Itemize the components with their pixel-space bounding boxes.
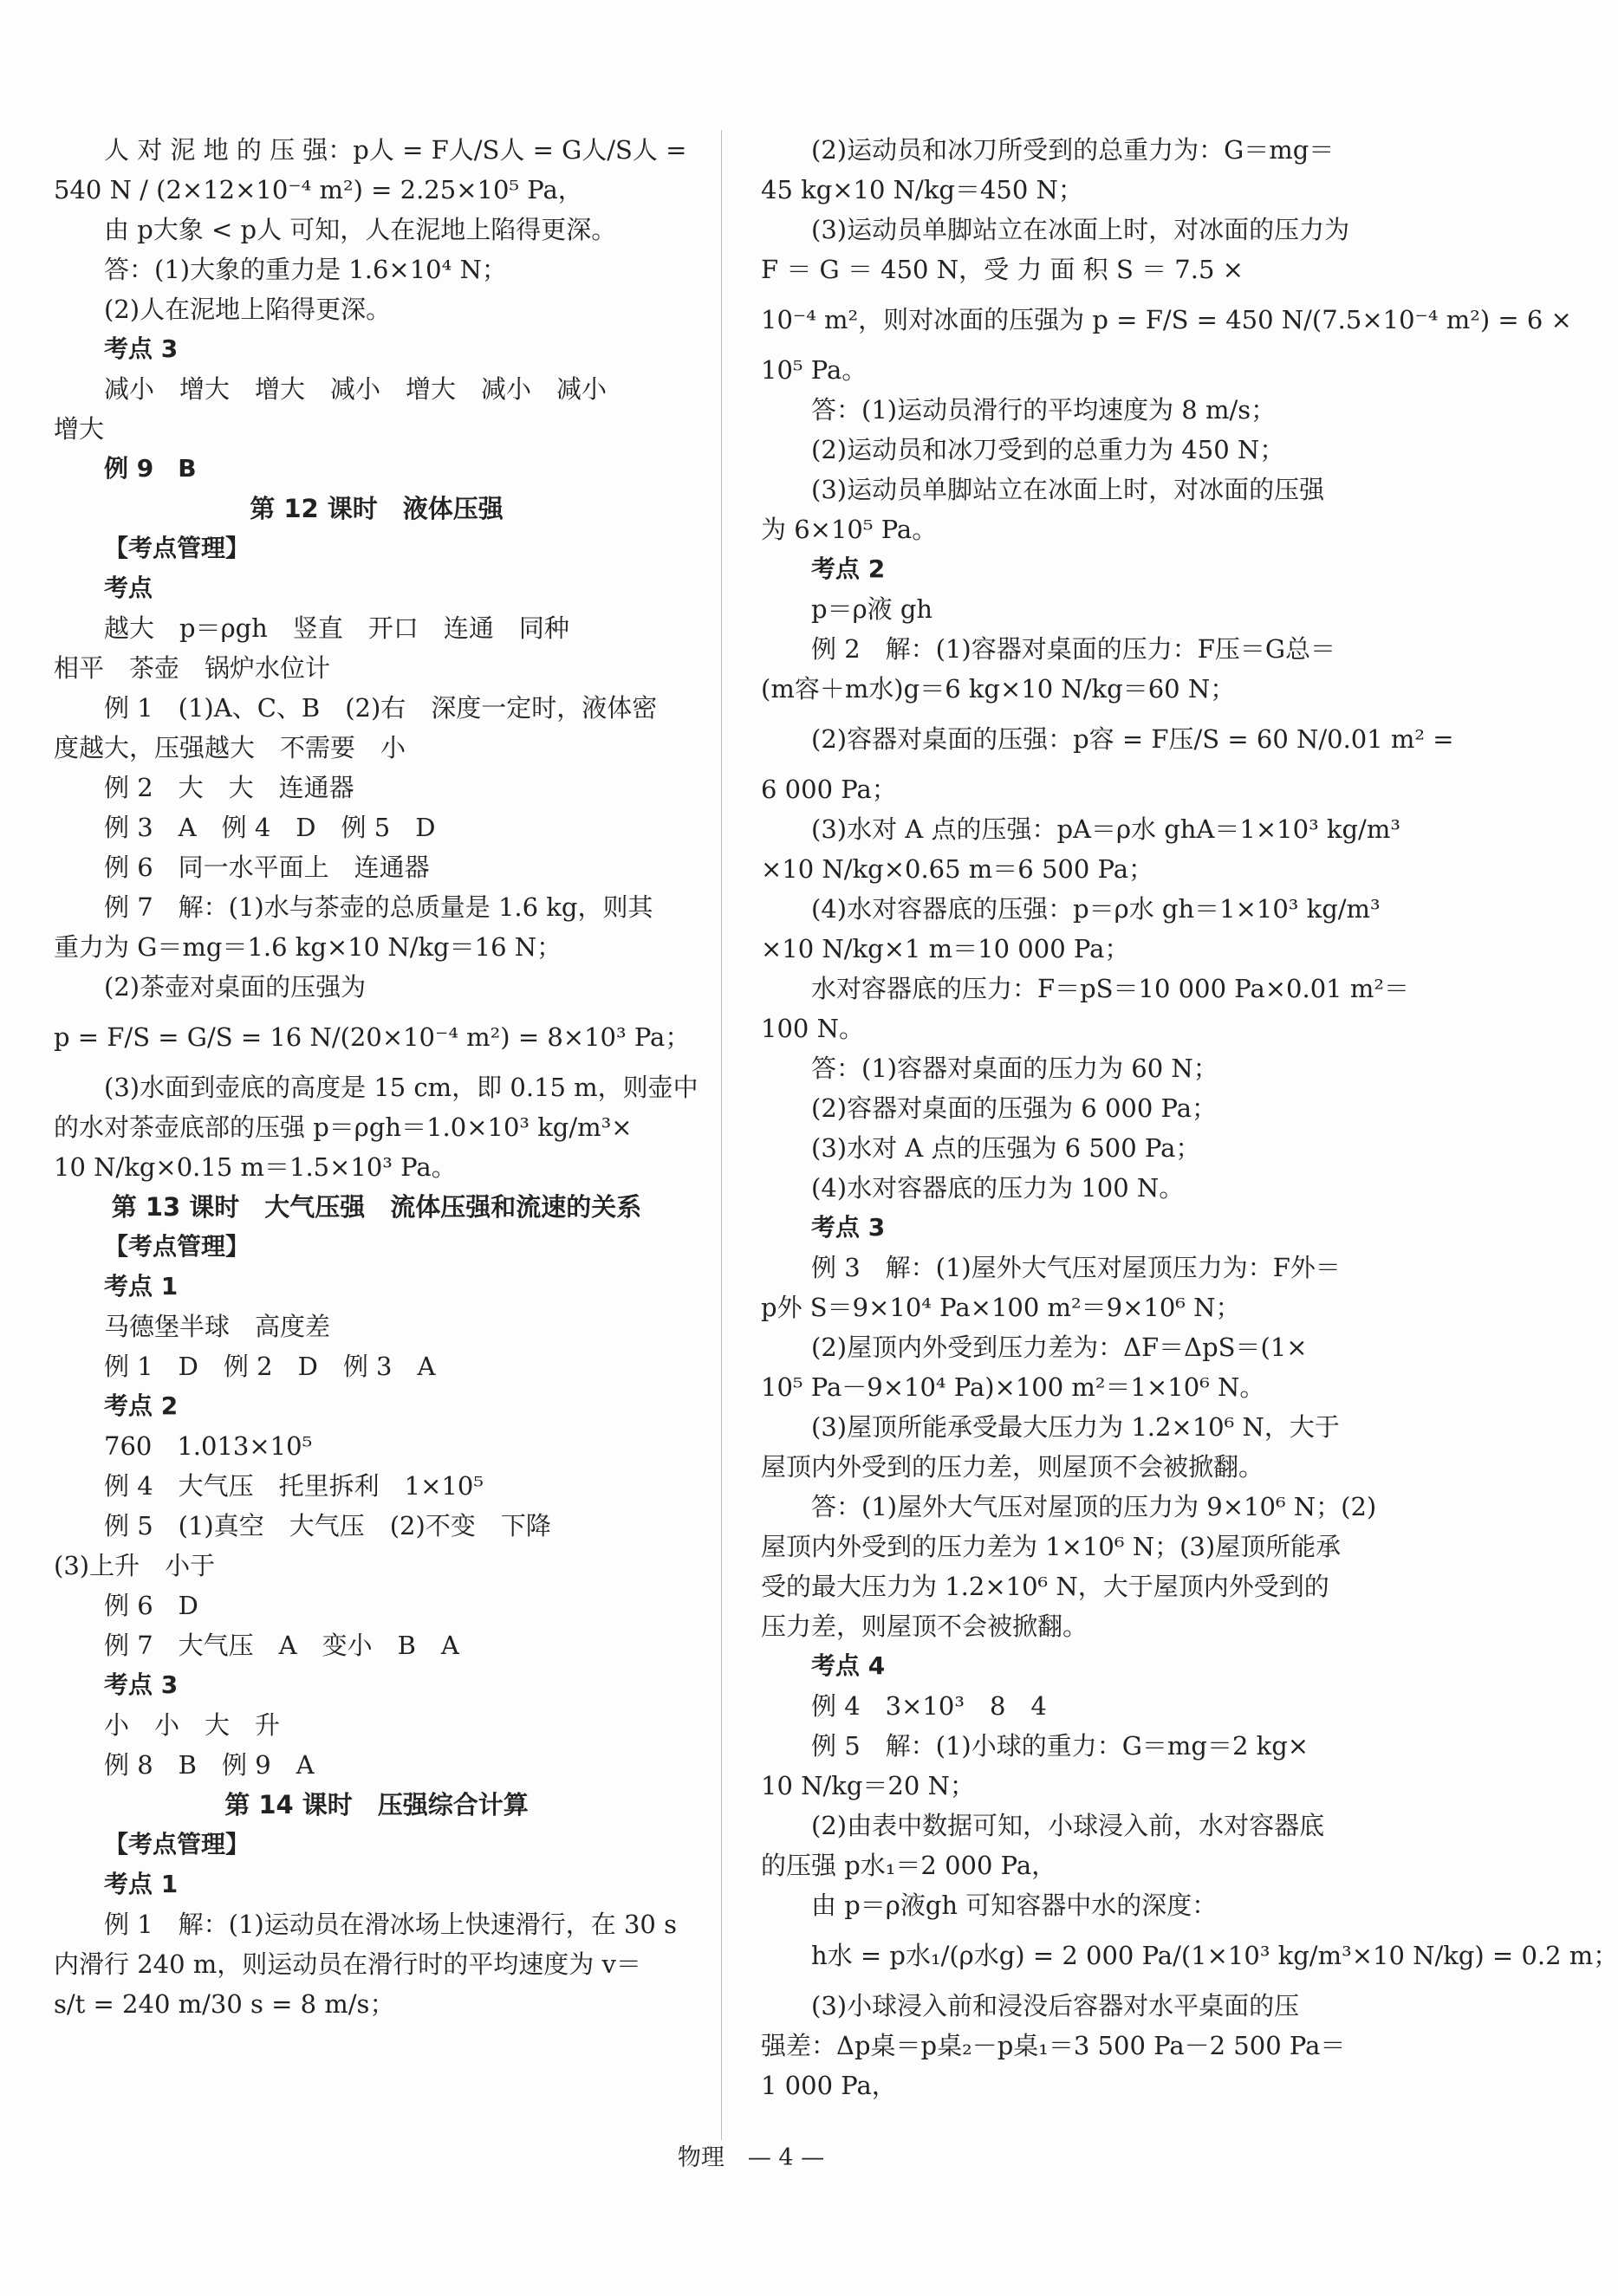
text-line: (2)运动员和冰刀受到的总重力为 450 N； <box>811 435 1285 464</box>
text-line: (2)茶壶对桌面的压强为 <box>104 972 367 1002</box>
text-line: 10 N/kg＝20 N； <box>761 1771 975 1800</box>
text-line: 答：(1)屋外大气压对屋顶的压力为 9×10⁶ N；(2) <box>811 1492 1377 1521</box>
text-line: 相平 茶壶 锅炉水位计 <box>54 653 331 683</box>
text-line: 例 3 解：(1)屋外大气压对屋顶压力为：F外＝ <box>811 1253 1341 1282</box>
left-column <box>54 130 699 2024</box>
heading-line: 考点 <box>104 574 153 602</box>
text-line: F ＝ G ＝ 450 N，受 力 面 积 S ＝ 7.5 × <box>761 255 1244 284</box>
text-line: 度越大，压强越大 不需要 小 <box>54 733 406 762</box>
text-line: 答：(1)容器对桌面的压力为 60 N； <box>811 1054 1218 1083</box>
text-line: 例 8 B 例 9 A <box>104 1750 315 1780</box>
section-title: 第 13 课时 大气压强 流体压强和流速的关系 <box>111 1192 642 1222</box>
text-line: 例 6 同一水平面上 连通器 <box>104 853 430 882</box>
text-line: (4)水对容器底的压强：p＝ρ水 gh＝1×10³ kg/m³ <box>811 894 1381 924</box>
text-line: 的水对茶壶底部的压强 p＝ρgh＝1.0×10³ kg/m³× <box>54 1112 633 1142</box>
text-line: p＝ρ液 gh <box>811 594 933 624</box>
text-line: 例 1 解：(1)运动员在滑冰场上快速滑行，在 30 s <box>104 1910 677 1939</box>
text-line: s/t = 240 m/30 s = 8 m/s； <box>54 1989 395 2019</box>
text-line: 10⁵ Pa－9×10⁴ Pa)×100 m²＝1×10⁶ N。 <box>761 1372 1265 1402</box>
text-line: 45 kg×10 N/kg＝450 N； <box>761 175 1083 204</box>
text-line: (2)由表中数据可知，小球浸入前，水对容器底 <box>811 1811 1325 1840</box>
text-line: (4)水对容器底的压力为 100 N。 <box>811 1173 1185 1203</box>
text-line: (3)运动员单脚站立在冰面上时，对冰面的压力为 <box>811 215 1350 244</box>
text-line: 屋顶内外受到的压力差，则屋顶不会被掀翻。 <box>761 1452 1264 1482</box>
text-line: 为 6×10⁵ Pa。 <box>761 515 938 544</box>
text-line: (2)人在泥地上陷得更深。 <box>104 295 392 324</box>
text-line: 760 1.013×10⁵ <box>104 1431 313 1461</box>
text-line: 马德堡半球 高度差 <box>104 1312 331 1341</box>
text-line: ×10 N/kg×1 m＝10 000 Pa； <box>761 934 1130 963</box>
text-line: 例 7 大气压 A 变小 B A <box>104 1631 459 1660</box>
text-line: (2)运动员和冰刀所受到的总重力为：G＝mg＝ <box>811 135 1335 165</box>
text-line: (3)上升 小于 <box>54 1551 216 1580</box>
text-line: ×10 N/kg×0.65 m＝6 500 Pa； <box>761 854 1154 884</box>
text-line: (m容＋m水)g＝6 kg×10 N/kg＝60 N； <box>761 674 1236 704</box>
heading-line: 考点 3 <box>811 1213 886 1242</box>
text-line: 压力差，则屋顶不会被掀翻。 <box>761 1612 1088 1641</box>
text-line: 6 000 Pa； <box>761 775 897 804</box>
text-line: 例 5 (1)真空 大气压 (2)不变 下降 <box>104 1511 551 1540</box>
heading-line: 考点 2 <box>811 555 886 583</box>
text-line: 例 5 解：(1)小球的重力：G＝mg＝2 kg× <box>811 1731 1309 1761</box>
text-line: (2)容器对桌面的压强：p容 = F压/S = 60 N/0.01 m² = <box>811 724 1454 754</box>
text-line: 1 000 Pa， <box>761 2071 897 2100</box>
text-line: 例 1 (1)A、C、B (2)右 深度一定时，液体密 <box>104 693 658 723</box>
text-line: (3)水对 A 点的压强：pA＝ρ水 ghA＝1×10³ kg/m³ <box>811 814 1400 844</box>
text-line: 10 N/kg×0.15 m＝1.5×10³ Pa。 <box>54 1152 457 1182</box>
text-line: 由 p大象 < p人 可知，人在泥地上陷得更深。 <box>104 215 617 244</box>
right-column <box>761 130 1618 2105</box>
page-footer: 物理 — 4 — <box>677 2144 825 2171</box>
heading-line: 【考点管理】 <box>104 534 250 562</box>
text-line: 例 1 D 例 2 D 例 3 A <box>104 1352 436 1381</box>
text-line: 540 N / (2×12×10⁻⁴ m²) = 2.25×10⁵ Pa， <box>54 175 583 204</box>
text-line: p外 S＝9×10⁴ Pa×100 m²＝9×10⁶ N； <box>761 1293 1241 1322</box>
text-line: (3)水面到壶底的高度是 15 cm，即 0.15 m，则壶中 <box>104 1073 699 1102</box>
text-line: (3)小球浸入前和浸没后容器对水平桌面的压 <box>811 1991 1300 2020</box>
text-line: 水对容器底的压力：F＝pS＝10 000 Pa×0.01 m²＝ <box>811 974 1409 1003</box>
text-line: 100 N。 <box>761 1014 864 1043</box>
text-line: 减小 增大 增大 减小 增大 减小 减小 <box>104 374 608 404</box>
text-line: 重力为 G＝mg＝1.6 kg×10 N/kg＝16 N； <box>54 932 562 962</box>
heading-line: 考点 1 <box>104 1870 179 1898</box>
text-line: p = F/S = G/S = 16 N/(20×10⁻⁴ m²) = 8×10³ Pa； <box>54 1022 691 1052</box>
text-line: (2)屋顶内外受到压力差为：ΔF＝ΔpS＝(1× <box>811 1333 1308 1362</box>
section-title: 第 12 课时 液体压强 <box>250 494 504 523</box>
heading-line: 【考点管理】 <box>104 1830 250 1858</box>
text-line: 内滑行 240 m，则运动员在滑行时的平均速度为 v＝ <box>54 1949 641 1979</box>
text-line: (2)容器对桌面的压强为 6 000 Pa； <box>811 1093 1218 1123</box>
text-line: 小 小 大 升 <box>104 1710 281 1740</box>
text-line: 例 7 解：(1)水与茶壶的总质量是 1.6 kg，则其 <box>104 892 653 922</box>
heading-line: 考点 4 <box>811 1651 886 1680</box>
text-line: 答：(1)大象的重力是 1.6×10⁴ N； <box>104 255 507 284</box>
text-line: 例 4 3×10³ 8 4 <box>811 1691 1047 1721</box>
text-line: (3)屋顶所能承受最大压力为 1.2×10⁶ N，大于 <box>811 1412 1340 1442</box>
text-line: 屋顶内外受到的压力差为 1×10⁶ N；(3)屋顶所能承 <box>761 1532 1342 1561</box>
text-line: 例 4 大气压 托里拆利 1×10⁵ <box>104 1471 484 1501</box>
heading-line: 考点 1 <box>104 1272 179 1300</box>
heading-line: 考点 3 <box>104 334 179 363</box>
heading-line: 考点 2 <box>104 1391 179 1420</box>
text-line: 例 3 A 例 4 D 例 5 D <box>104 813 436 842</box>
text-line: (3)运动员单脚站立在冰面上时，对冰面的压强 <box>811 475 1325 504</box>
text-line: 答：(1)运动员滑行的平均速度为 8 m/s； <box>811 395 1277 425</box>
text-line: 10⁵ Pa。 <box>761 355 867 385</box>
text-line: 例 2 解：(1)容器对桌面的压力：F压＝G总＝ <box>811 634 1336 664</box>
text-line: 例 2 大 大 连通器 <box>104 773 354 802</box>
heading-line: 考点 3 <box>104 1670 179 1699</box>
text-line: 由 p＝ρ液gh 可知容器中水的深度： <box>811 1891 1218 1920</box>
text-line: h水 = p水₁/(ρ水g) = 2 000 Pa/(1×10³ kg/m³×10 N/kg) = 0.2 m； <box>811 1941 1618 1970</box>
text-line: 10⁻⁴ m²，则对冰面的压强为 p = F/S = 450 N/(7.5×10⁻⁴ m²) = 6 × <box>761 305 1572 334</box>
text-line: 越大 p＝ρgh 竖直 开口 连通 同种 <box>104 613 569 643</box>
heading-line: 【考点管理】 <box>104 1232 250 1261</box>
heading-line: 例 9 B <box>104 454 197 483</box>
text-line: 例 6 D <box>104 1591 198 1620</box>
text-line: 的压强 p水₁＝2 000 Pa， <box>761 1851 1057 1880</box>
column-divider <box>721 130 722 2140</box>
text-line: 强差：Δp桌＝p桌₂－p桌₁＝3 500 Pa－2 500 Pa＝ <box>761 2031 1346 2060</box>
section-title: 第 14 课时 压强综合计算 <box>224 1790 529 1819</box>
text-line: 增大 <box>54 414 105 444</box>
text-line: 受的最大压力为 1.2×10⁶ N，大于屋顶内外受到的 <box>761 1572 1329 1601</box>
text-line: 人 对 泥 地 的 压 强：p人 = F人/S人 = G人/S人 = <box>104 135 687 165</box>
text-line: (3)水对 A 点的压强为 6 500 Pa； <box>811 1133 1201 1163</box>
